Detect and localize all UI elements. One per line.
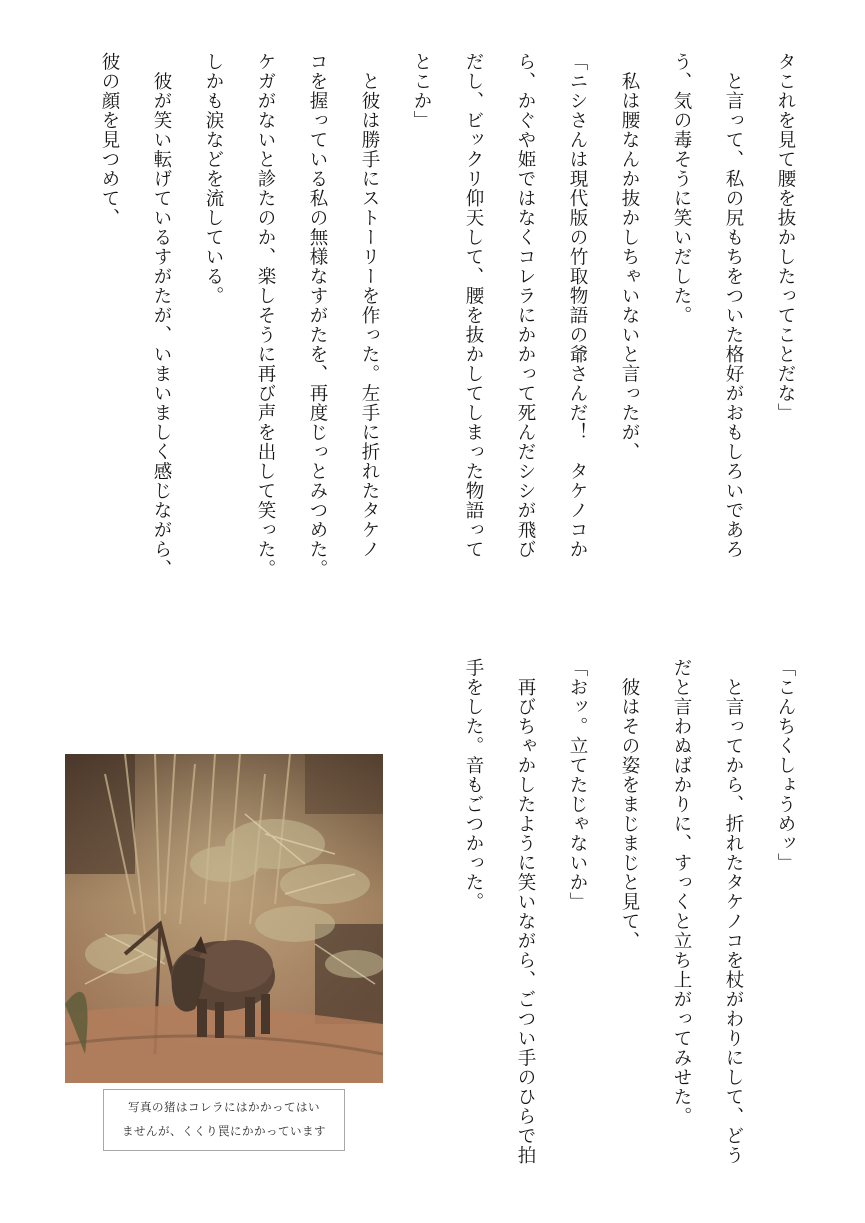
text-column: 「ニシさんは現代版の竹取物語の爺さんだ！ タケノコか xyxy=(567,52,588,559)
text-column: とこか」 xyxy=(411,52,432,130)
caption-line: ませんが、くくり罠にかかっています xyxy=(122,1124,326,1138)
text-column: ケガがないと診たのか、楽しそうに再び声を出して笑った。 xyxy=(255,52,276,579)
text-column: と彼は勝手にストーリーを作った。左手に折れたタケノ xyxy=(359,52,380,559)
text-column: 彼はその姿をまじまじと見て、 xyxy=(619,658,640,951)
text-column: しかも涙などを流している。 xyxy=(203,52,224,306)
text-column: 「こんちくしょうめッ」 xyxy=(775,658,796,873)
text-column: タこれを見て腰を抜かしたってことだな」 xyxy=(775,52,796,423)
photo-caption xyxy=(103,1089,345,1151)
text-column: 再びちゃかしたように笑いながら、ごつい手のひらで拍 xyxy=(515,658,536,1165)
text-column: と言って、私の尻もちをついた格好がおもしろいであろ xyxy=(723,52,744,559)
text-column: コを握っている私の無様なすがたを、再度じっとみつめた。 xyxy=(307,52,328,579)
text-column: 手をした。音もごつかった。 xyxy=(463,658,484,912)
text-column: 「おッ。立てたじゃないか」 xyxy=(567,658,588,912)
wild-boar-photo xyxy=(65,754,383,1083)
text-column: う、気の毒そうに笑いだした。 xyxy=(671,52,692,325)
text-column: ら、かぐや姫ではなくコレラにかかって死んだシシが飛び xyxy=(515,52,536,559)
text-column: と言ってから、折れたタケノコを杖がわりにして、どう xyxy=(723,658,744,1165)
text-column: 彼の顔を見つめて、 xyxy=(99,52,120,228)
text-column: 私は腰なんか抜かしちゃいないと言ったが、 xyxy=(619,52,640,462)
text-column: だと言わぬばかりに、すっくと立ち上がってみせた。 xyxy=(671,658,692,1126)
text-column: 彼が笑い転げているすがたが、いまいましく感じながら、 xyxy=(151,52,172,579)
text-column: だし、ビックリ仰天して、腰を抜かしてしまった物語って xyxy=(463,52,484,559)
caption-line: 写真の猪はコレラにはかかってはい xyxy=(128,1100,320,1114)
